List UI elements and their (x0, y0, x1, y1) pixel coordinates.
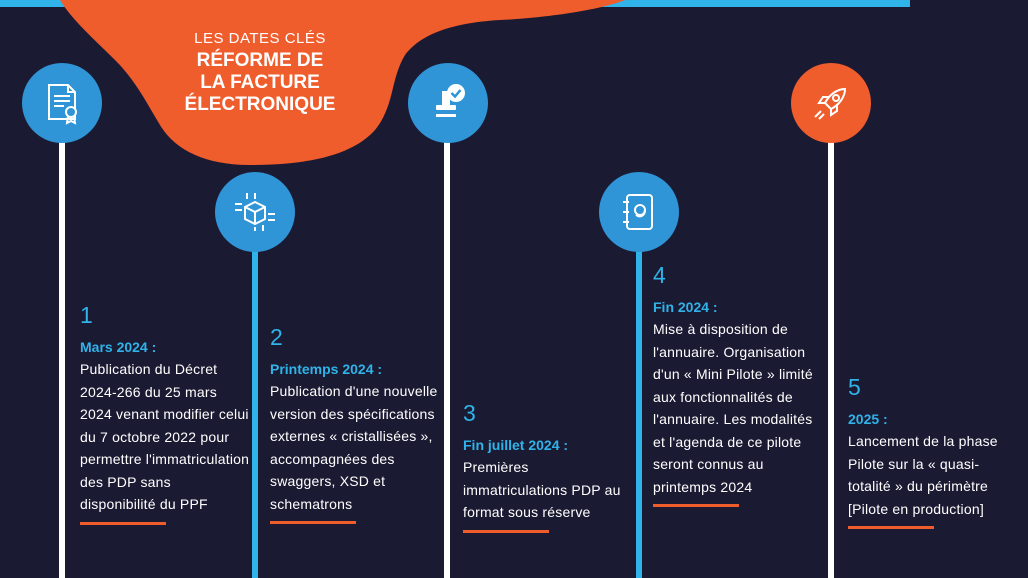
milestone-1-circle (22, 63, 102, 143)
title-line-3: LA FACTURE (200, 72, 320, 93)
milestone-date: Fin juillet 2024 : (463, 437, 569, 453)
timeline-line-1 (59, 140, 65, 578)
milestone-text: Premières immatriculations PDP au format sous réserve (463, 459, 621, 520)
rocket-icon (809, 81, 853, 125)
milestone-underline (463, 530, 549, 533)
milestone-4 (653, 262, 823, 507)
milestone-number: 3 (463, 400, 476, 426)
milestone-text: Mise à disposition de l'annuaire. Organisation d'un « Mini Pilote » limité aux fonctionnalités de l'annuaire. Les modalités et l'agenda de ce pilote seront connus au printemps 2024 (653, 321, 813, 495)
milestone-number: 1 (80, 302, 93, 328)
milestone-text: Publication d'une nouvelle version des spécifications externes « cristallisées », accompagnées des swaggers, XSD et schematrons (270, 383, 438, 512)
milestone-number: 2 (270, 324, 283, 350)
milestone-2-circle (215, 172, 295, 252)
milestone-5 (848, 374, 1018, 529)
milestone-number: 5 (848, 374, 861, 400)
milestone-3 (463, 400, 633, 533)
milestone-underline (270, 521, 356, 524)
title-line-2: RÉFORME DE (196, 50, 324, 71)
milestone-underline (653, 504, 739, 507)
milestone-text: Lancement de la phase Pilote sur la « quasi-totalité » du périmètre [Pilote en production] (848, 433, 998, 517)
certificate-document-icon (40, 81, 84, 125)
timeline-line-3 (444, 140, 450, 578)
milestone-1 (80, 302, 250, 525)
timeline-line-5 (828, 140, 834, 578)
milestone-date: Mars 2024 : (80, 339, 157, 355)
title-line-1: LES DATES CLÉS (194, 30, 326, 47)
milestone-4-circle (599, 172, 679, 252)
timeline-line-2 (252, 245, 258, 578)
address-book-icon (617, 190, 661, 234)
data-cube-icon (233, 190, 277, 234)
approval-stamp-icon (426, 81, 470, 125)
milestone-3-circle (408, 63, 488, 143)
page-title (160, 28, 360, 116)
milestone-text: Publication du Décret 2024-266 du 25 mars 2024 venant modifier celui du 7 octobre 2022 pour permettre l'immatriculation des PDP sans disponibilité du PPF (80, 361, 250, 512)
milestone-2 (270, 324, 440, 524)
milestone-date: Printemps 2024 : (270, 361, 383, 377)
milestone-number: 4 (653, 262, 666, 288)
milestone-date: 2025 : (848, 411, 888, 427)
milestone-5-circle (791, 63, 871, 143)
timeline-line-4 (636, 245, 642, 578)
milestone-underline (80, 522, 166, 525)
title-line-4: ÉLECTRONIQUE (184, 94, 336, 115)
milestone-underline (848, 526, 934, 529)
milestone-date: Fin 2024 : (653, 299, 718, 315)
